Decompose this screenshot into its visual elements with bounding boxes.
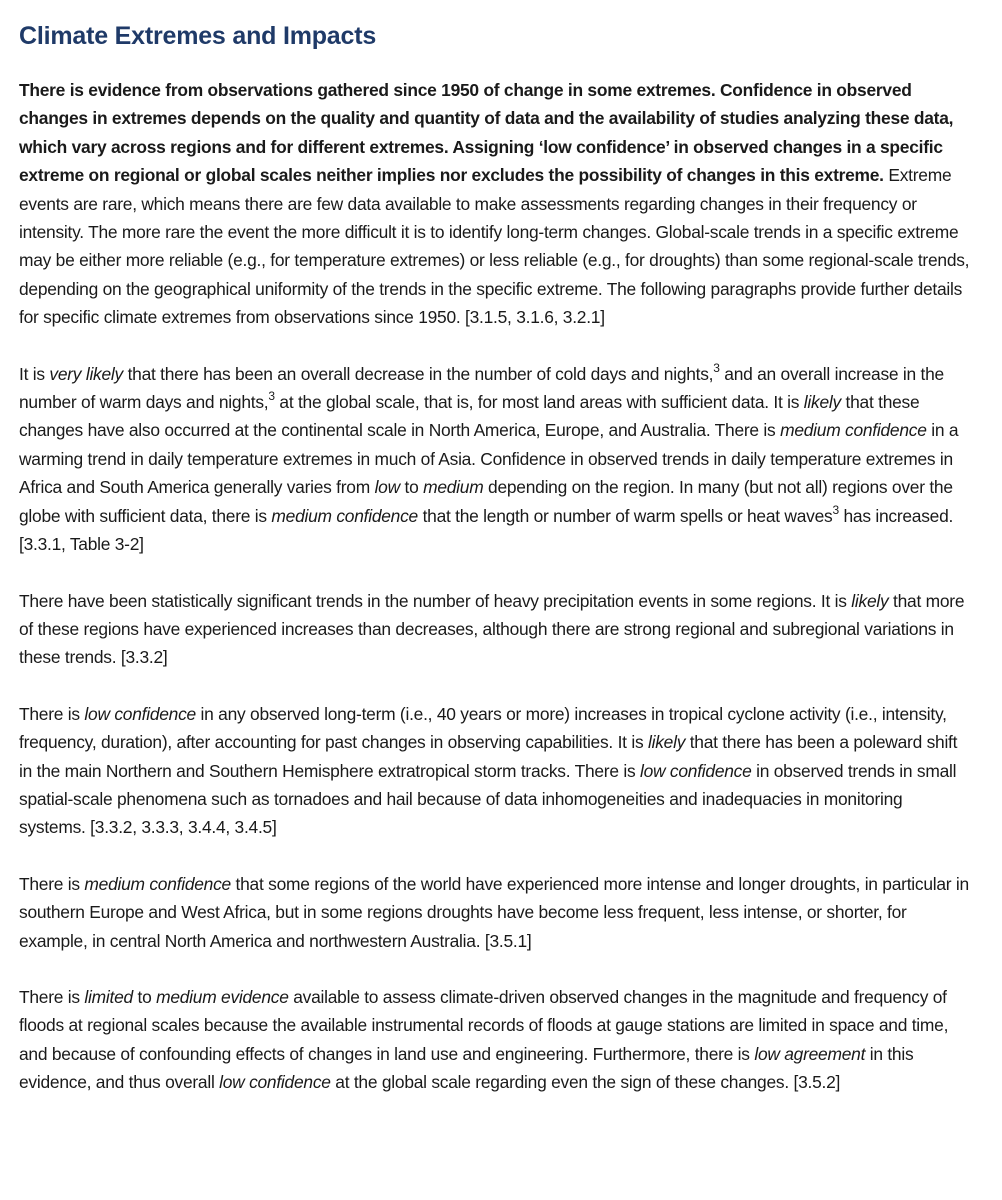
confidence-term: medium confidence [780, 420, 927, 441]
footnote-ref: 3 [832, 502, 839, 517]
body-text: has increased. [3.3.1, Table 3-2] [19, 505, 954, 555]
body-text: There have been statistically significant trends in the number of heavy precipitation events in some regions. It is [19, 590, 852, 611]
section-title: Climate Extremes and Impacts [19, 22, 377, 50]
confidence-term: low [374, 477, 400, 498]
body-text: that there has been a poleward shift in the main Northern and Southern Hemisphere extratropical storm tracks. There is [19, 732, 958, 781]
body-text: that these changes have also occurred at the continental scale in North America, Europe, and Australia. There is [19, 392, 920, 441]
paragraph-floods [19, 983, 970, 1097]
body-text: in a warming trend in daily temperature extremes in much of Asia. Confidence in observed trends in daily temperature extremes in Africa and South America generally varies from [19, 420, 959, 498]
paragraph-evidence-summary [19, 76, 970, 332]
body-text: that there has been an overall decrease in the number of cold days and nights, [122, 363, 714, 384]
body-text: and an overall increase in the number of warm days and nights, [19, 363, 944, 413]
body-text: depending on the region. In many (but not all) regions over the globe with sufficient data, there is [19, 477, 953, 526]
confidence-term: medium evidence [156, 986, 289, 1007]
body-text: available to assess climate-driven observed changes in the magnitude and frequency of floods at regional scales because the available instrumental records of floods at gauge stations are limited in space and time, and because of confounding effects of changes in land use and engineering. Furthermore, there is [19, 986, 949, 1064]
body-text: to [132, 986, 157, 1007]
confidence-term: very likely [49, 363, 123, 384]
confidence-term: medium confidence [84, 873, 231, 894]
confidence-term: low confidence [84, 703, 196, 724]
confidence-term: likely [803, 392, 841, 413]
body-text: There is [19, 986, 85, 1007]
body-text: There is [19, 873, 85, 894]
confidence-term: likely [647, 732, 686, 753]
footnote-ref: 3 [268, 389, 275, 404]
body-text: in any observed long-term (i.e., 40 years or more) increases in tropical cyclone activity (i.e., intensity, frequency, duration), after accounting for past changes in observing capabilities. It is [19, 703, 947, 753]
body-text: in this evidence, and thus overall [19, 1043, 914, 1093]
confidence-term: likely [851, 590, 889, 611]
body-text: at the global scale regarding even the sign of these changes. [3.5.2] [330, 1072, 841, 1093]
confidence-term: limited [84, 986, 133, 1007]
body-text: at the global scale, that is, for most land areas with sufficient data. It is [274, 392, 804, 413]
footnote-ref: 3 [713, 360, 720, 375]
emphasis-text: There is evidence from observations gathered since 1950 of change in some extremes. Confidence in observed changes in extremes depends on the quality and quantity of data and the availability of studies analyzing these data, which vary across regions and for different extremes. Assigning ‘low confidence’ in observed changes in a specific extreme on regional or global scales neither implies nor excludes the possibility of changes in this extreme. [19, 80, 954, 186]
body-text: that more of these regions have experienced increases than decreases, although there are strong regional and subregional variations in these trends. [3.3.2] [19, 590, 965, 668]
body-text: that the length or number of warm spells or heat waves [417, 505, 833, 526]
paragraph-heavy-precipitation [19, 587, 970, 672]
body-text: Extreme events are rare, which means there are few data available to make assessments regarding changes in their frequency or intensity. The more rare the event the more difficult it is to identify long-term changes. Global-scale trends in a specific extreme may be either more reliable (e.g., for temperature extremes) or less reliable (e.g., for droughts) than some regional-scale trends, depending on the geographical uniformity of the trends in the specific extreme. The following paragraphs provide further details for specific climate extremes from observations since 1950. [3.1.5, 3.1.6, 3.2.1] [19, 165, 970, 328]
paragraph-droughts [19, 870, 970, 955]
confidence-term: medium [423, 477, 484, 498]
confidence-term: medium confidence [271, 505, 418, 526]
confidence-term: low agreement [754, 1043, 866, 1064]
body-text: that some regions of the world have experienced more intense and longer droughts, in particular in southern Europe and West Africa, but in some regions droughts have become less frequent, less intense, or shorter, for example, in central North America and northwestern Australia. [3.5.1] [19, 873, 969, 951]
body-text: to [399, 477, 424, 498]
body-text: in observed trends in small spatial-scale phenomena such as tornadoes and hail because of data inhomogeneities and inadequacies in monitoring systems. [3.3.2, 3.3.3, 3.4.4, 3.4.5] [19, 760, 957, 838]
confidence-term: low confidence [219, 1072, 331, 1093]
body-text: It is [19, 363, 50, 384]
confidence-term: low confidence [639, 760, 752, 781]
paragraph-temperature-extremes [19, 360, 970, 559]
paragraph-tropical-cyclones [19, 700, 970, 842]
body-text: There is [19, 703, 85, 724]
